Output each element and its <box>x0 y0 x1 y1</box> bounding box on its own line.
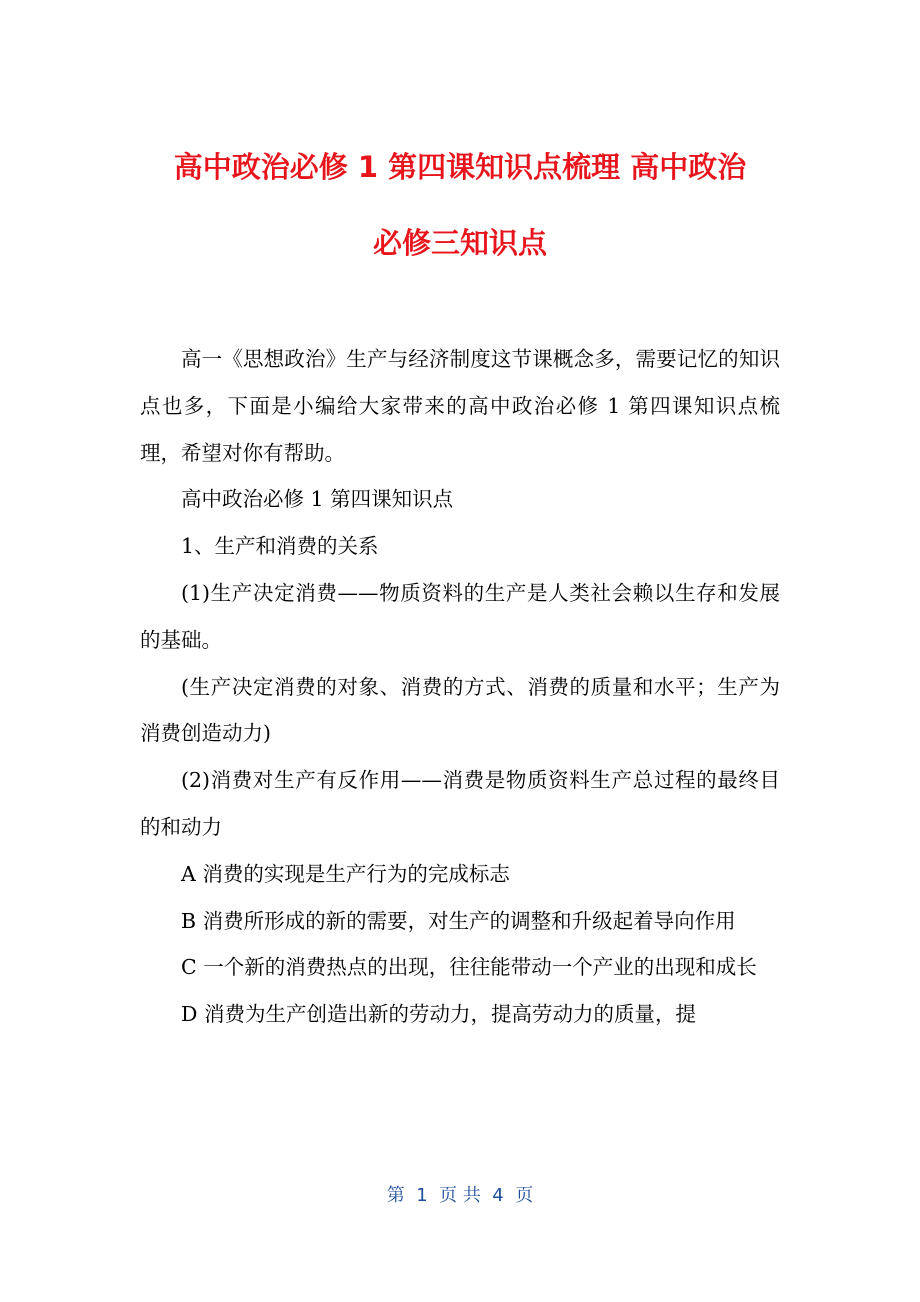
paragraph-intro: 高一《思想政治》生产与经济制度这节课概念多，需要记忆的知识点也多，下面是小编给大家带来的高中政治必修 1 第四课知识点梳理，希望对你有帮助。 <box>140 347 780 465</box>
document-body <box>140 336 780 1038</box>
footer-prefix: 第 <box>386 1185 417 1206</box>
footer-middle: 页 共 <box>427 1185 493 1206</box>
document-title-line-1: 高中政治必修 1 第四课知识点梳理 高中政治 <box>173 150 747 184</box>
footer-suffix: 页 <box>503 1185 534 1206</box>
paragraph-point-1: (1)生产决定消费——物质资料的生产是人类社会赖以生存和发展的基础。 <box>140 580 780 652</box>
paragraph-section-heading: 高中政治必修 1 第四课知识点 <box>181 487 454 512</box>
paragraph-item-a: A 消费的实现是生产行为的完成标志 <box>181 861 510 886</box>
paragraph-point-1-note: (生产决定消费的对象、消费的方式、消费的质量和水平；生产为消费创造动力) <box>140 674 780 746</box>
paragraph-item-c: C 一个新的消费热点的出现，往往能带动一个产业的出现和成长 <box>181 955 757 980</box>
footer-total-pages: 4 <box>492 1185 504 1206</box>
document-title-line-2: 必修三知识点 <box>372 226 547 260</box>
footer-page-number: 1 <box>416 1185 428 1206</box>
paragraph-item-b: B 消费所形成的新的需要，对生产的调整和升级起着导向作用 <box>181 908 736 933</box>
page-footer <box>0 1184 920 1208</box>
paragraph-subheading: 1、生产和消费的关系 <box>181 534 379 559</box>
paragraph-point-2: (2)消费对生产有反作用——消费是物质资料生产总过程的最终目的和动力 <box>140 768 780 839</box>
paragraph-item-d: D 消费为生产创造出新的劳动力，提高劳动力的质量，提 <box>181 1002 696 1027</box>
